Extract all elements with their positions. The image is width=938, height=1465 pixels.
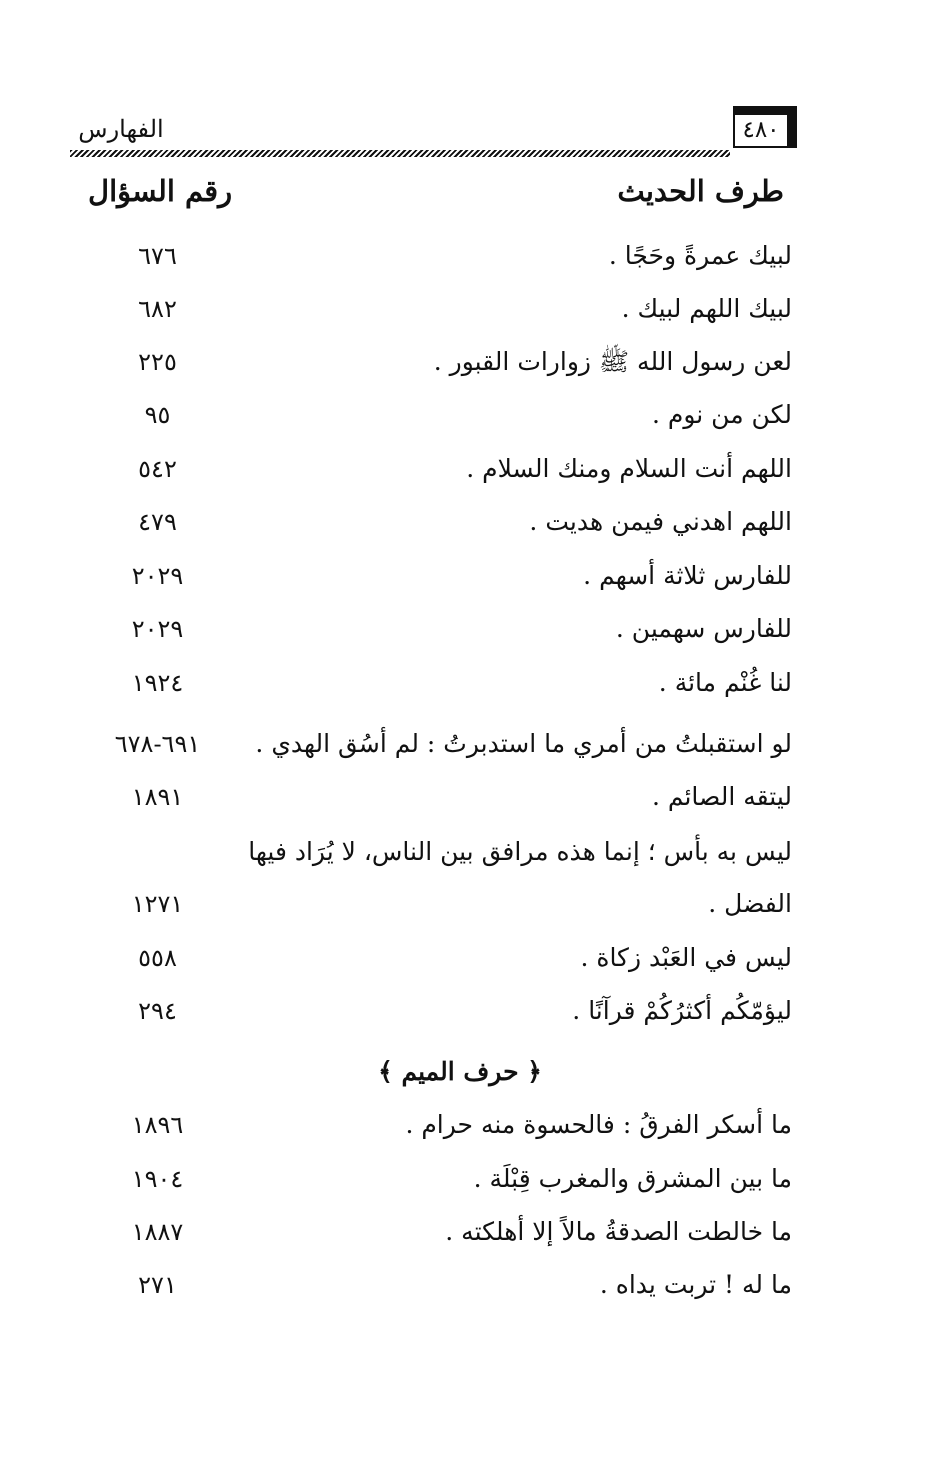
- hadith-text: ما أسكر الفرقُ : فالحسوة منه حرام .: [405, 1110, 792, 1139]
- question-number: ١٢٧١: [131, 890, 184, 918]
- hadith-text: ما خالطت الصدقةُ مالاً إلا أهلكته .: [445, 1217, 792, 1246]
- hadith-text: لو استقبلتُ من أمري ما استدبرتُ : لم أسُق الهدي .: [255, 729, 792, 758]
- index-entry: [100, 342, 792, 382]
- index-entry: [100, 884, 792, 924]
- question-number: ٦٩١-٦٧٨: [114, 730, 201, 758]
- section-heading-mim: ﴿ حرف الميم ﴾: [378, 1057, 542, 1086]
- index-entry: [100, 777, 792, 817]
- index-entry: [100, 832, 792, 872]
- question-number: ٥٤٢: [138, 455, 177, 483]
- hadith-text: للفارس سهمين .: [615, 614, 792, 643]
- question-number: ٦٧٦: [138, 242, 177, 270]
- hadith-text: ليؤمّكُم أكثرُكُمْ قرآنًا .: [572, 996, 792, 1025]
- index-entry: [100, 1159, 792, 1199]
- index-entry: [100, 449, 792, 489]
- index-entry: [100, 395, 792, 435]
- hadith-text: ما بين المشرق والمغرب قِبْلَة .: [473, 1164, 792, 1193]
- index-entry: [100, 609, 792, 649]
- hadith-text: لعن رسول الله ﷺ زوارات القبور .: [433, 347, 792, 376]
- index-entry: [100, 1212, 792, 1252]
- question-number: ٤٧٩: [138, 508, 177, 536]
- index-entry: [100, 289, 792, 329]
- index-entry: [100, 938, 792, 978]
- index-entry: [100, 502, 792, 542]
- header-rule: [70, 150, 730, 157]
- question-number: ١٨٩٦: [131, 1111, 184, 1139]
- index-entry: [100, 991, 792, 1031]
- question-number: ١٨٨٧: [131, 1218, 184, 1246]
- hadith-text: ليس به بأس ؛ إنما هذه مرافق بين الناس، لا يُرَاد فيها: [248, 837, 792, 866]
- hadith-text: ليس في العَبْد زكاة .: [580, 943, 792, 972]
- hadith-text: لبيك اللهم لبيك .: [621, 294, 792, 323]
- question-number: ٥٥٨: [138, 944, 177, 972]
- hadith-text: لبيك عمرةً وحَجًا .: [608, 241, 792, 270]
- question-number: ١٩٢٤: [131, 669, 184, 697]
- index-entry: [100, 1265, 792, 1305]
- index-entry: [100, 1105, 792, 1145]
- column-heading-hadith: طرف الحديث: [617, 174, 784, 208]
- index-entry: [100, 236, 792, 276]
- page-number: ٤٨٠: [733, 106, 797, 148]
- running-title: الفهارس: [78, 115, 164, 143]
- question-number: ٦٨٢: [138, 295, 177, 323]
- hadith-text: الفضل .: [708, 889, 792, 918]
- question-number: ٩٥: [144, 401, 171, 429]
- hadith-text: ما له ! تربت يداه .: [599, 1270, 792, 1299]
- hadith-text: لنا غُنْم مائة .: [658, 668, 792, 697]
- hadith-text: للفارس ثلاثة أسهم .: [583, 561, 792, 590]
- hadith-text: لكن من نوم .: [651, 400, 792, 429]
- hadith-text: اللهم أنت السلام ومنك السلام .: [466, 454, 792, 483]
- question-number: ٢٩٤: [138, 997, 177, 1025]
- column-heading-question-number: رقم السؤال: [88, 174, 233, 208]
- index-entry: [100, 724, 792, 764]
- question-number: ٢٠٢٩: [131, 615, 184, 643]
- hadith-text: اللهم اهدني فيمن هديت .: [529, 507, 792, 536]
- question-number: ١٨٩١: [131, 783, 184, 811]
- question-number: ٢٧١: [138, 1271, 177, 1299]
- question-number: ٢٢٥: [138, 348, 177, 376]
- hadith-text: ليتقه الصائم .: [651, 782, 792, 811]
- question-number: ٢٠٢٩: [131, 562, 184, 590]
- index-entry: [100, 556, 792, 596]
- index-entry: [100, 663, 792, 703]
- question-number: ١٩٠٤: [131, 1165, 184, 1193]
